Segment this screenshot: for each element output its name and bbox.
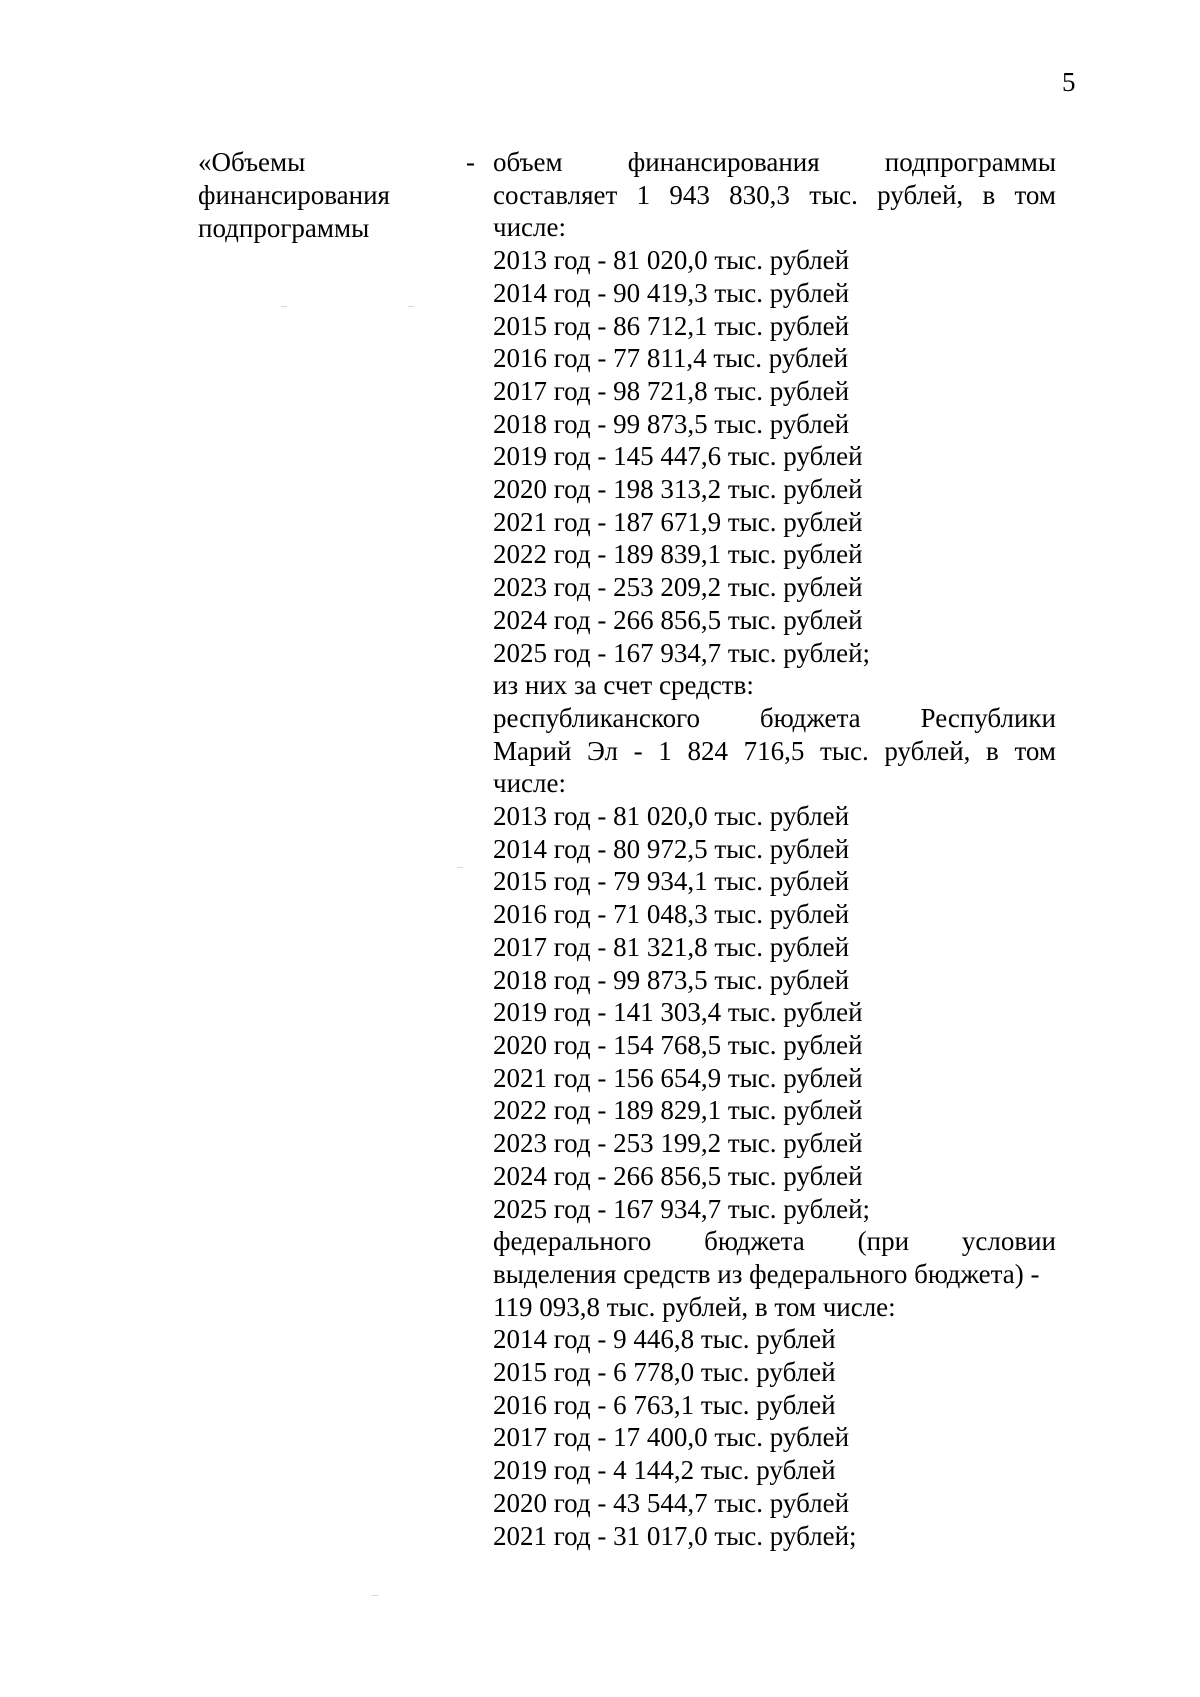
year-amount-line: 2024 год - 266 856,5 тыс. рублей <box>493 604 863 635</box>
scan-speck <box>281 306 287 307</box>
republic-line: числе: <box>493 768 566 799</box>
year-amount-line: 2019 год - 145 447,6 тыс. рублей <box>493 441 863 472</box>
year-amount-line: 2023 год - 253 199,2 тыс. рублей <box>493 1128 863 1159</box>
year-amount-line: 2014 год - 9 446,8 тыс. рублей <box>493 1324 836 1355</box>
year-amount-line: 2025 год - 167 934,7 тыс. рублей; <box>493 1193 871 1224</box>
page-number: 5 <box>1062 67 1076 97</box>
federal-line: 119 093,8 тыс. рублей, в том числе: <box>493 1291 896 1322</box>
section-label-line: подпрограммы <box>198 213 370 243</box>
year-amount-line: 2018 год - 99 873,5 тыс. рублей <box>493 408 850 439</box>
total-years-list <box>493 244 1056 669</box>
year-amount-line: 2014 год - 80 972,5 тыс. рублей <box>493 833 850 864</box>
year-amount-line: 2015 год - 79 934,1 тыс. рублей <box>493 866 850 897</box>
intro-line: объем финансирования подпрограммы <box>493 147 1056 177</box>
year-amount-line: 2013 год - 81 020,0 тыс. рублей <box>493 801 850 832</box>
year-amount-line: 2020 год - 154 768,5 тыс. рублей <box>493 1029 863 1060</box>
republic-line: Марий Эл - 1 824 716,5 тыс. рублей, в том <box>493 735 1056 766</box>
year-amount-line: 2019 год - 141 303,4 тыс. рублей <box>493 997 863 1028</box>
year-amount-line: 2023 год - 253 209,2 тыс. рублей <box>493 572 863 603</box>
separator-dash: - <box>466 147 475 177</box>
year-amount-line: 2022 год - 189 839,1 тыс. рублей <box>493 539 863 570</box>
year-amount-line: 2019 год - 4 144,2 тыс. рублей <box>493 1455 836 1486</box>
year-amount-line: 2018 год - 99 873,5 тыс. рублей <box>493 964 850 995</box>
sources-intro: из них за счет средств: <box>493 670 754 701</box>
year-amount-line: 2025 год - 167 934,7 тыс. рублей; <box>493 637 871 668</box>
federal-line: выделения средств из федерального бюджета) - <box>493 1258 1040 1289</box>
scan-speck <box>457 867 463 868</box>
funding-details <box>493 146 1056 1552</box>
year-amount-line: 2020 год - 43 544,7 тыс. рублей <box>493 1487 850 1518</box>
year-amount-line: 2014 год - 90 419,3 тыс. рублей <box>493 277 850 308</box>
year-amount-line: 2020 год - 198 313,2 тыс. рублей <box>493 474 863 505</box>
year-amount-line: 2013 год - 81 020,0 тыс. рублей <box>493 245 850 276</box>
year-amount-line: 2017 год - 81 321,8 тыс. рублей <box>493 931 850 962</box>
year-amount-line: 2016 год - 71 048,3 тыс. рублей <box>493 899 850 930</box>
section-label-line: финансирования <box>198 180 390 210</box>
year-amount-line: 2021 год - 156 654,9 тыс. рублей <box>493 1062 863 1093</box>
republic-years-list <box>493 800 1056 1225</box>
year-amount-line: 2016 год - 6 763,1 тыс. рублей <box>493 1389 836 1420</box>
year-amount-line: 2017 год - 17 400,0 тыс. рублей <box>493 1422 850 1453</box>
scan-speck <box>372 1595 378 1596</box>
republic-line: республиканского бюджета Республики <box>493 702 1056 733</box>
year-amount-line: 2022 год - 189 829,1 тыс. рублей <box>493 1095 863 1126</box>
intro-line: числе: <box>493 212 566 243</box>
section-label-line: «Объемы <box>198 147 306 177</box>
year-amount-line: 2015 год - 6 778,0 тыс. рублей <box>493 1357 836 1388</box>
year-amount-line: 2021 год - 187 671,9 тыс. рублей <box>493 506 863 537</box>
year-amount-line: 2021 год - 31 017,0 тыс. рублей; <box>493 1520 857 1551</box>
federal-years-list <box>493 1323 1056 1552</box>
section-label <box>198 146 438 245</box>
year-amount-line: 2015 год - 86 712,1 тыс. рублей <box>493 310 850 341</box>
year-amount-line: 2024 год - 266 856,5 тыс. рублей <box>493 1160 863 1191</box>
scan-speck <box>408 306 414 307</box>
intro-line: составляет 1 943 830,3 тыс. рублей, в том <box>493 179 1056 210</box>
year-amount-line: 2016 год - 77 811,4 тыс. рублей <box>493 343 849 374</box>
year-amount-line: 2017 год - 98 721,8 тыс. рублей <box>493 375 850 406</box>
federal-line: федерального бюджета (при условии <box>493 1226 1056 1257</box>
